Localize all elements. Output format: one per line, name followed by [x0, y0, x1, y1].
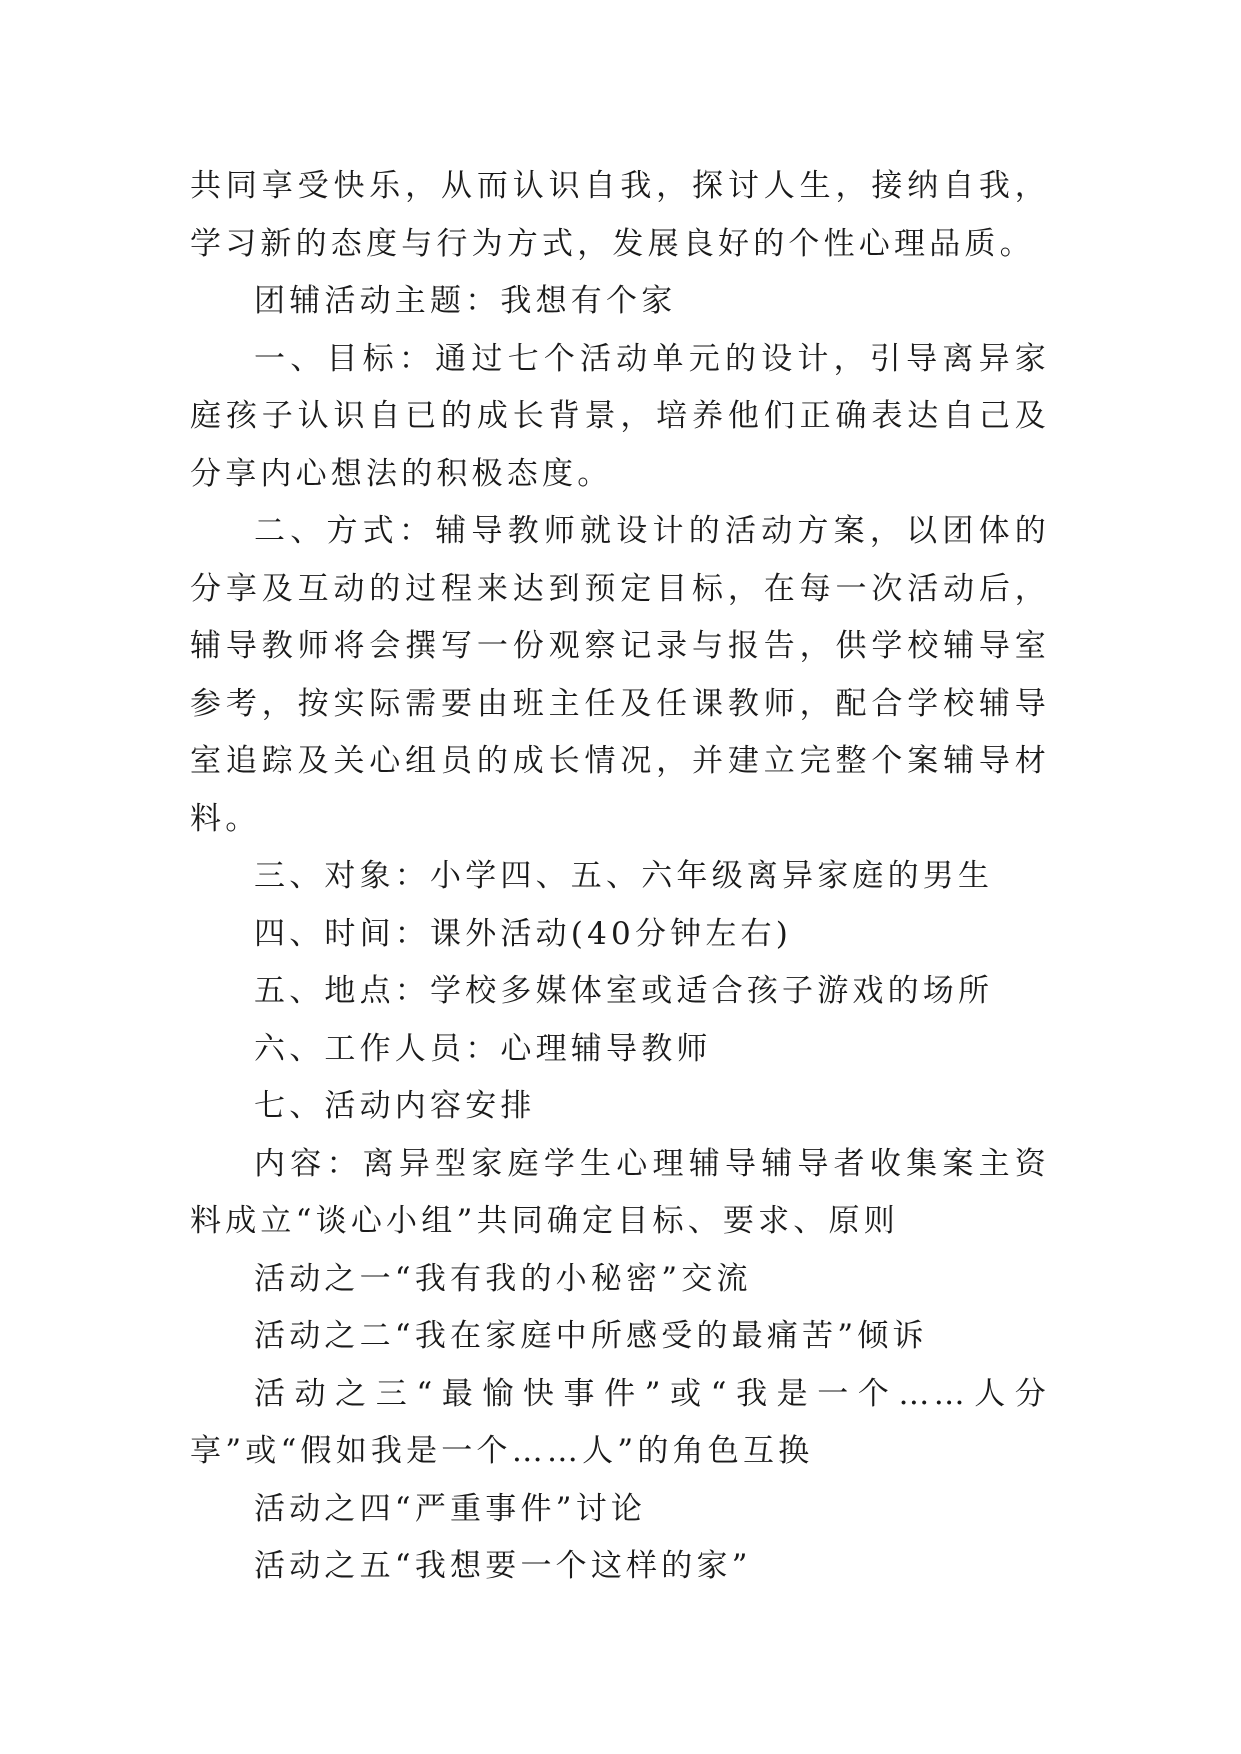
- paragraph-target: 三、对象：小学四、五、六年级离异家庭的男生: [254, 858, 994, 894]
- paragraph-content: 内容：离异型家庭学生心理辅导辅导者收集案主资料成立“谈心小组”共同确定目标、要求、原则: [190, 1145, 1050, 1239]
- paragraph-method: 二、方式：辅导教师就设计的活动方案，以团体的分享及互动的过程来达到预定目标，在每一次活动后，辅导教师将会撰写一份观察记录与报告，供学校辅导室参考，按实际需要由班主任及任课教师，配合学校辅导室追踪及关心组员的成长情况，并建立完整个案辅导材料。: [190, 513, 1050, 837]
- document-body: [190, 158, 1050, 1596]
- paragraph-location: 五、地点：学校多媒体室或适合孩子游戏的场所: [254, 973, 994, 1009]
- paragraph-activity-5: 活动之五“我想要一个这样的家”: [254, 1548, 752, 1584]
- paragraph-continuation: 共同享受快乐，从而认识自我，探讨人生，接纳自我，学习新的态度与行为方式，发展良好的个性心理品质。: [190, 168, 1050, 262]
- paragraph-goal: 一、目标：通过七个活动单元的设计，引导离异家庭孩子认识自已的成长背景，培养他们正确表达自己及分享内心想法的积极态度。: [190, 340, 1050, 492]
- paragraph-activity-2: 活动之二“我在家庭中所感受的最痛苦”倾诉: [254, 1318, 928, 1354]
- paragraph-theme: 团辅活动主题：我想有个家: [254, 283, 677, 319]
- paragraph-activity-3: 活动之三“最愉快事件”或“我是一个……人分享”或“假如我是一个……人”的角色互换: [190, 1375, 1050, 1469]
- paragraph-activity-4: 活动之四“严重事件”讨论: [254, 1490, 647, 1527]
- paragraph-time: 四、时间：课外活动(40分钟左右): [254, 915, 793, 952]
- paragraph-staff: 六、工作人员：心理辅导教师: [254, 1030, 712, 1067]
- paragraph-schedule-heading: 七、活动内容安排: [254, 1088, 536, 1124]
- paragraph-activity-1: 活动之一“我有我的小秘密”交流: [254, 1260, 752, 1297]
